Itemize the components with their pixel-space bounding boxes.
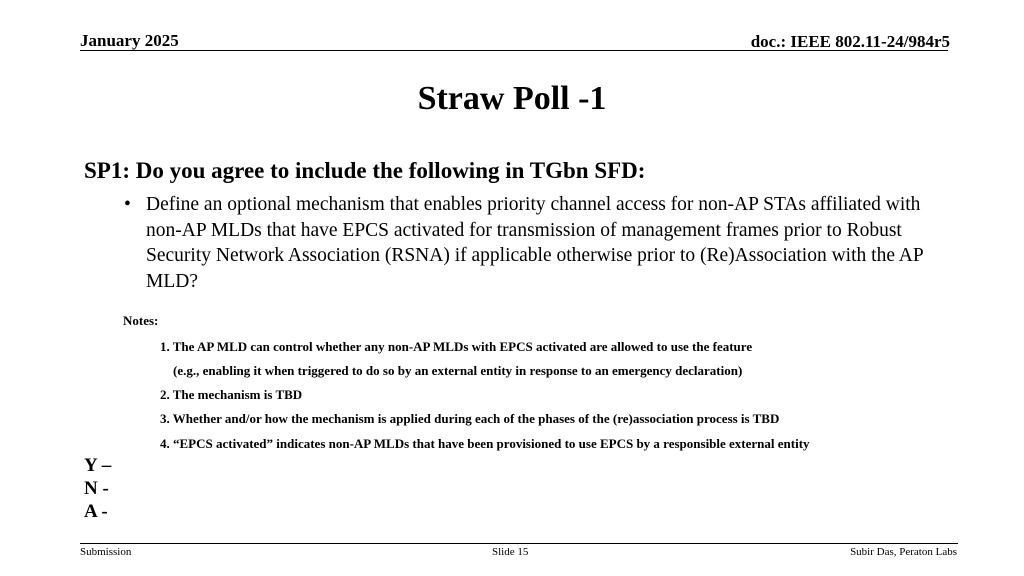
vote-no: N - [84, 478, 109, 499]
straw-poll-question: SP1: Do you agree to include the following in TGbn SFD: [84, 158, 646, 183]
vote-yes: Y – [84, 455, 112, 476]
footer-divider [80, 543, 958, 544]
notes-label: Notes: [123, 313, 159, 328]
note-item-1: 1. The AP MLD can control whether any non-AP MLDs with EPCS activated are allowed to use the feature [160, 339, 753, 354]
header-divider [80, 50, 948, 51]
note-item-4: 4. “EPCS activated” indicates non-AP MLDs that have been provisioned to use EPCS by a responsible external entity [160, 436, 810, 451]
footer-submission: Submission [80, 546, 132, 558]
footer-author: Subir Das, Peraton Labs [850, 546, 957, 558]
vote-abstain: A - [84, 501, 108, 522]
note-item-2: 2. The mechanism is TBD [160, 387, 303, 402]
note-item-1-continued: (e.g., enabling it when triggered to do so by an external entity in response to an emergency declaration) [173, 363, 743, 378]
header-date: January 2025 [80, 31, 179, 50]
bullet-text: Define an optional mechanism that enables priority channel access for non-AP STAs affiliated with non-AP MLDs that have EPCS activated for transmission of management frames prior to Robust Security Network Association (RSNA) if applicable otherwise prior to (Re)Association with the AP MLD? [146, 194, 923, 292]
bullet-icon: • [124, 194, 131, 215]
note-item-3: 3. Whether and/or how the mechanism is applied during each of the phases of the (re)association process is TBD [160, 411, 780, 426]
footer-slide-number: Slide 15 [492, 546, 529, 558]
bullet-item [124, 192, 924, 294]
header-doc-id: doc.: IEEE 802.11-24/984r5 [750, 32, 950, 51]
slide-title: Straw Poll -1 [417, 80, 607, 117]
